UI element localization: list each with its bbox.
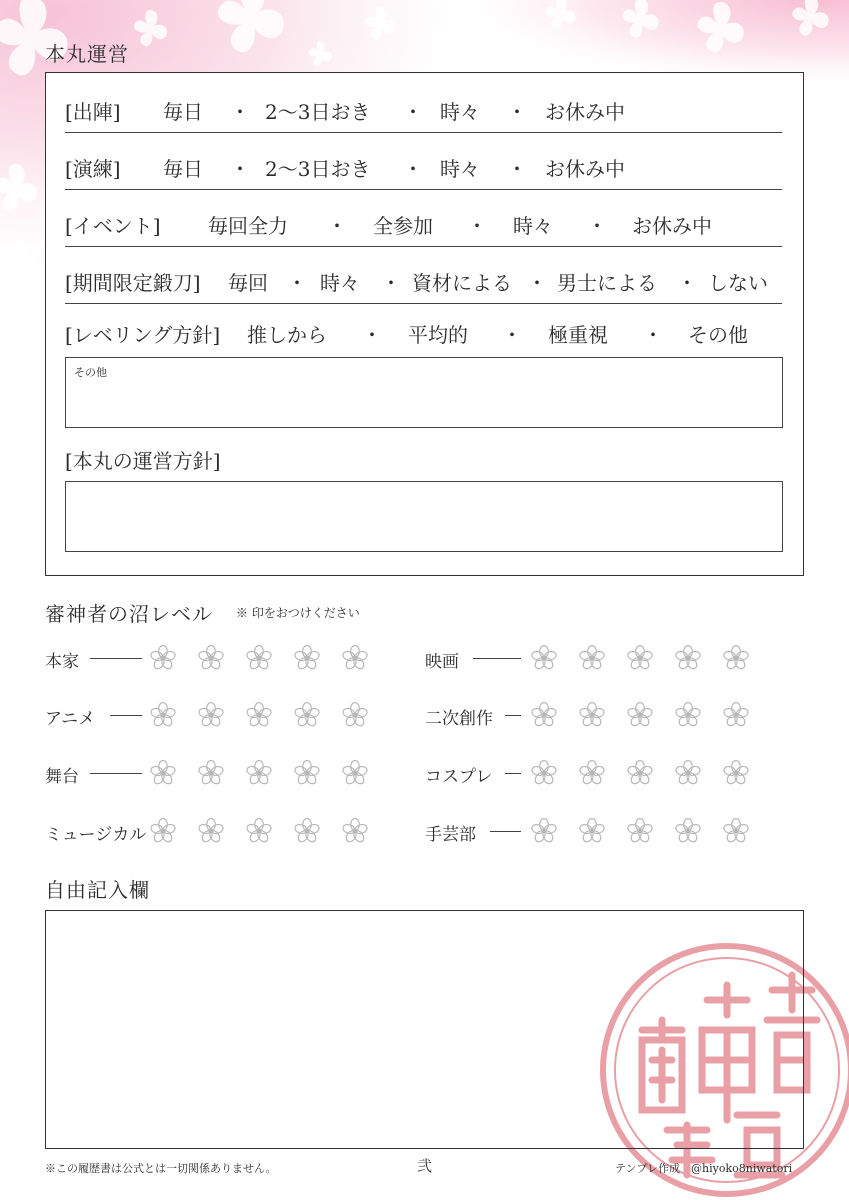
separator: ・ [381,271,401,295]
leader-line [505,773,521,774]
row-label: [レベリング方針] [65,323,221,347]
option-do-not[interactable]: しない [708,271,768,295]
level-label-left-0: 本家 [45,652,79,672]
option-every-2-3-days[interactable]: 2～3日おき [265,157,371,181]
sakura-rating-icon[interactable] [723,818,749,848]
separator: ・ [287,271,307,295]
option-sometimes[interactable]: 時々 [440,157,480,181]
separator: ・ [230,100,250,124]
free-entry-box[interactable] [45,910,804,1149]
level-label-right-0: 映画 [425,652,459,672]
sakura-rating-icon[interactable] [675,818,701,848]
sakura-rating-icon[interactable] [723,702,749,732]
leader-line [473,658,521,659]
row-label: [出陣] [65,100,121,124]
sakura-rating-icon[interactable] [579,645,605,675]
option-full-effort[interactable]: 毎回全力 [208,214,288,238]
policy-label: [本丸の運営方針] [65,449,221,473]
option-daily[interactable]: 毎日 [163,157,203,181]
option-sometimes[interactable]: 時々 [513,214,553,238]
option-daily[interactable]: 毎日 [163,100,203,124]
sakura-rating-icon[interactable] [342,645,368,675]
page-mark: 弐 [417,1157,433,1175]
sakura-rating-icon[interactable] [627,760,653,790]
sakura-rating-icon[interactable] [675,760,701,790]
policy-heading [65,437,782,477]
option-kiwame-priority[interactable]: 極重視 [548,323,608,347]
option-balanced[interactable]: 平均的 [408,323,468,347]
sakura-rating-icon[interactable] [531,818,557,848]
level-label-left-2: 舞台 [45,767,79,787]
sakura-rating-icon[interactable] [627,818,653,848]
free-title: 自由記入欄 [45,878,150,902]
row-label: [期間限定鍛刀] [65,271,201,295]
sakura-rating-icon[interactable] [198,702,224,732]
separator: ・ [507,157,527,181]
row-event [65,191,782,247]
leader-line [90,773,142,774]
other-box-label: その他 [74,366,107,379]
sakura-rating-icon[interactable] [627,702,653,732]
leader-line [110,715,142,716]
level-label-right-2: コスプレ [425,767,493,787]
credit: テンプレ作成 @hiyoko8niwatori [615,1162,793,1175]
option-sometimes[interactable]: 時々 [440,100,480,124]
leader-line [505,715,521,716]
option-depends-on-materials[interactable]: 資材による [412,271,512,295]
separator: ・ [467,214,487,238]
option-sometimes[interactable]: 時々 [320,271,360,295]
option-every-time[interactable]: 毎回 [228,271,268,295]
sakura-rating-icon[interactable] [579,702,605,732]
sakura-rating-icon[interactable] [198,645,224,675]
option-other[interactable]: その他 [688,323,748,347]
separator: ・ [677,271,697,295]
separator: ・ [362,323,382,347]
sakura-rating-icon[interactable] [246,645,272,675]
option-resting[interactable]: お休み中 [632,214,712,238]
level-label-left-3: ミュージカル [45,825,147,845]
sakura-rating-icon[interactable] [579,760,605,790]
separator: ・ [527,271,547,295]
sakura-rating-icon[interactable] [150,760,176,790]
row-limited-forging [65,248,782,304]
sakura-rating-icon[interactable] [294,645,320,675]
management-title: 本丸運営 [45,42,129,66]
separator: ・ [230,157,250,181]
sakura-rating-icon[interactable] [246,702,272,732]
sakura-rating-icon[interactable] [294,818,320,848]
row-enren [65,134,782,190]
sakura-rating-icon[interactable] [198,760,224,790]
leader-line [490,831,521,832]
level-label-right-1: 二次創作 [425,709,493,729]
other-input-box[interactable] [65,357,783,428]
swamp-note: ※ 印をおつけください [236,606,360,620]
policy-input-box[interactable] [65,481,783,552]
option-depends-on-swords[interactable]: 男士による [557,271,657,295]
sakura-rating-icon[interactable] [531,702,557,732]
sakura-rating-icon[interactable] [342,702,368,732]
sakura-rating-icon[interactable] [246,818,272,848]
separator: ・ [327,214,347,238]
separator: ・ [587,214,607,238]
row-shutsujin [65,77,782,133]
sakura-rating-icon[interactable] [294,760,320,790]
row-leveling-policy [65,305,782,361]
row-label: [演練] [65,157,121,181]
option-all-participate[interactable]: 全参加 [373,214,433,238]
sakura-rating-icon[interactable] [675,645,701,675]
sakura-rating-icon[interactable] [723,760,749,790]
leader-line [90,658,142,659]
disclaimer: ※この履歴書は公式とは一切関係ありません。 [45,1162,277,1175]
swamp-title: 審神者の沼レベル [45,602,213,626]
separator: ・ [403,100,423,124]
level-label-left-1: アニメ [45,709,96,729]
option-resting[interactable]: お休み中 [545,100,625,124]
sakura-rating-icon[interactable] [627,645,653,675]
separator: ・ [403,157,423,181]
sakura-rating-icon[interactable] [675,702,701,732]
separator: ・ [643,323,663,347]
sakura-rating-icon[interactable] [342,818,368,848]
sakura-rating-icon[interactable] [723,645,749,675]
level-label-right-3: 手芸部 [425,825,476,845]
sakura-rating-icon[interactable] [579,818,605,848]
separator: ・ [507,100,527,124]
sakura-rating-icon[interactable] [246,760,272,790]
sakura-rating-icon[interactable] [198,818,224,848]
sakura-rating-icon[interactable] [150,702,176,732]
sakura-rating-icon[interactable] [342,760,368,790]
sakura-rating-icon[interactable] [150,818,176,848]
sakura-rating-icon[interactable] [531,760,557,790]
separator: ・ [502,323,522,347]
sakura-rating-icon[interactable] [294,702,320,732]
row-label: [イベント] [65,214,161,238]
option-resting[interactable]: お休み中 [545,157,625,181]
option-favorites-first[interactable]: 推しから [247,323,327,347]
option-every-2-3-days[interactable]: 2～3日おき [265,100,371,124]
sakura-rating-icon[interactable] [531,645,557,675]
sakura-rating-icon[interactable] [150,645,176,675]
